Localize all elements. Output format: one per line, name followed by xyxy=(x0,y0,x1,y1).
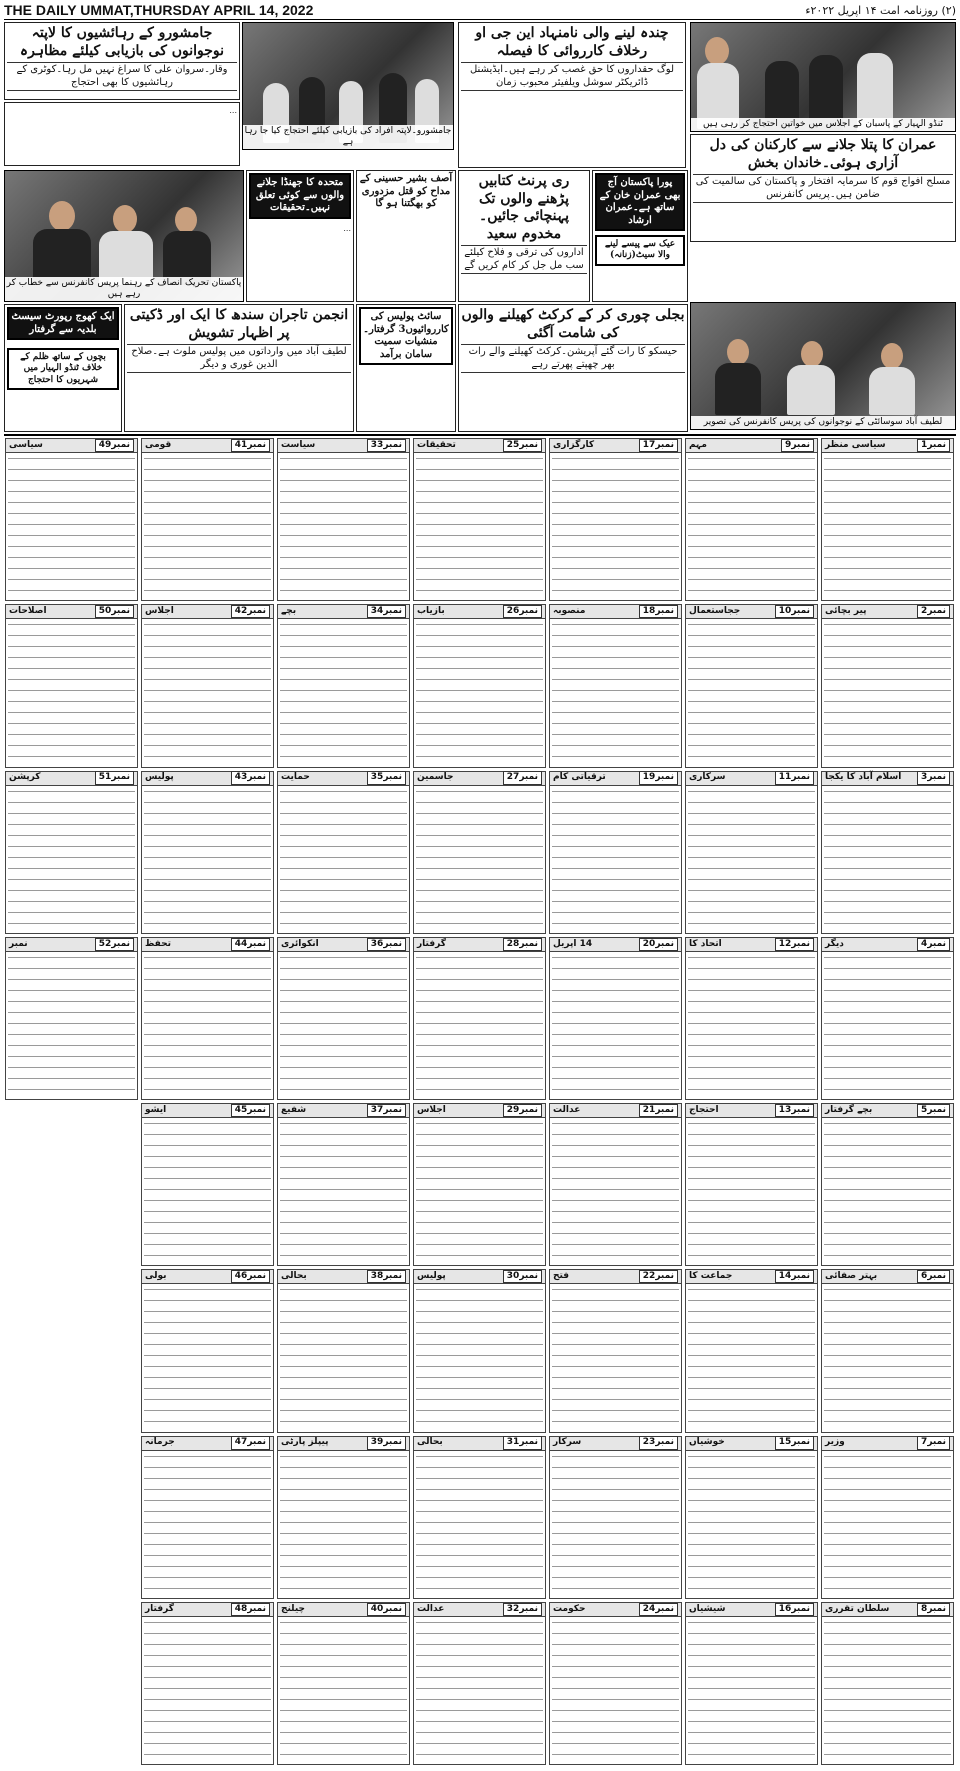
brief-title: شیشیاں xyxy=(689,1603,726,1614)
news-brief xyxy=(549,1436,682,1599)
brief-title: ترقیاتی کام xyxy=(553,772,606,783)
brief-number: نمبر17 xyxy=(639,439,678,452)
brief-title: سیاسی xyxy=(9,439,43,450)
brief-number: نمبر13 xyxy=(775,1104,814,1117)
subheadline: لوگ حقداروں کا حق غصب کر رہے ہیں۔ایڈیشنل ڈائریکٹر سوشل ویلفیئر محبوب زمان xyxy=(461,62,683,91)
brief-title: ججاستعمال xyxy=(689,606,741,617)
story-minors xyxy=(4,304,122,432)
brief-number: نمبر10 xyxy=(775,605,814,618)
brief-title: نمبر xyxy=(9,938,28,949)
brief-title: سرکار xyxy=(553,1437,582,1448)
headline: سائٹ پولیس کی کارروائیوں3 گرفتار۔منشیات سمیت سامان برآمد xyxy=(359,307,453,365)
news-brief xyxy=(5,438,138,601)
news-brief xyxy=(141,937,274,1100)
news-brief xyxy=(821,1436,954,1599)
brief-body xyxy=(824,454,951,598)
photo-caption: ٹنڈو الہیار کے پاسبان کے اجلاس میں خواتین احتجاج کر رہی ہیں xyxy=(691,118,955,131)
brief-title: جرمانہ xyxy=(145,1437,175,1448)
news-brief xyxy=(141,1602,274,1765)
story-jamshoro-text: ... xyxy=(4,102,240,166)
news-brief xyxy=(685,937,818,1100)
news-brief xyxy=(413,771,546,934)
brief-body xyxy=(144,1452,271,1596)
brief-number: نمبر36 xyxy=(367,938,406,951)
brief-body xyxy=(144,1119,271,1263)
brief-number: نمبر49 xyxy=(95,439,134,452)
brief-title: دیگر xyxy=(825,938,844,949)
subheadline: اداروں کی ترقی و فلاح کیلئے سب مل جل کر کام کریں گے xyxy=(461,245,587,274)
brief-body xyxy=(824,1618,951,1762)
brief-body xyxy=(416,1119,543,1263)
subheadline: مسلح افواج قوم کا سرمایہ افتخار و پاکستان کی سالمیت کی ضامن ہیں۔پریس کانفرنس xyxy=(693,174,953,203)
story-electricity xyxy=(458,304,688,432)
story-makhdoom xyxy=(458,170,590,302)
brief-body xyxy=(416,953,543,1097)
brief-body xyxy=(688,787,815,931)
brief-title: اتحاد کا xyxy=(689,938,722,949)
headline: پورا پاکستان آج بھی عمران خان کے ساتھ ہے۔عمران ارشاد xyxy=(595,173,685,231)
news-brief xyxy=(141,1103,274,1266)
brief-title: سرکاری xyxy=(689,772,726,783)
brief-number: نمبر4 xyxy=(917,938,950,951)
brief-title: اجلاس xyxy=(145,606,174,617)
brief-number: نمبر32 xyxy=(503,1603,542,1616)
brief-body xyxy=(824,1285,951,1429)
brief-body xyxy=(688,454,815,598)
brief-title: خوشیاں xyxy=(689,1437,725,1448)
brief-number: نمبر21 xyxy=(639,1104,678,1117)
story-jamshoro-protest xyxy=(4,22,240,100)
headline-2: عیک سے پیسے لینے والا سیٹ(زنانہ) xyxy=(595,235,685,266)
brief-body xyxy=(416,1618,543,1762)
brief-body xyxy=(688,1452,815,1596)
brief-number: نمبر52 xyxy=(95,938,134,951)
brief-title: بہتر صفائی xyxy=(825,1271,878,1282)
news-brief xyxy=(141,1436,274,1599)
brief-title: پیر بچائی xyxy=(825,606,867,617)
headline: چندہ لینے والی نامنہاد این جی او رخلاف کارروائی کا فیصلہ xyxy=(475,25,669,59)
brief-number: نمبر2 xyxy=(917,605,950,618)
masthead-english: THE DAILY UMMAT,THURSDAY APRIL 14, 2022 xyxy=(4,1,314,18)
brief-number: نمبر50 xyxy=(95,605,134,618)
news-brief xyxy=(821,1602,954,1765)
brief-body xyxy=(8,787,135,931)
brief-number: نمبر45 xyxy=(231,1104,270,1117)
brief-body xyxy=(552,953,679,1097)
brief-body xyxy=(416,620,543,764)
brief-number: نمبر9 xyxy=(781,439,814,452)
brief-title: بحالی xyxy=(281,1271,307,1282)
brief-number: نمبر22 xyxy=(639,1270,678,1283)
news-brief xyxy=(413,604,546,767)
brief-number: نمبر19 xyxy=(639,771,678,784)
news-brief xyxy=(277,771,410,934)
brief-body xyxy=(280,620,407,764)
brief-number: نمبر48 xyxy=(231,1603,270,1616)
news-brief xyxy=(413,1103,546,1266)
news-brief xyxy=(549,438,682,601)
subheadline: حیسکو کا رات گئے آپریشن۔کرکٹ کھیلنے والے رات بھر چھپتے پھرتے رہے xyxy=(461,344,685,373)
brief-title: سیاست xyxy=(281,439,316,450)
brief-number: نمبر37 xyxy=(367,1104,406,1117)
brief-body xyxy=(280,1285,407,1429)
brief-title: پیپلز پارٹی xyxy=(281,1437,329,1448)
brief-body xyxy=(688,953,815,1097)
brief-number: نمبر38 xyxy=(367,1270,406,1283)
brief-title: بچے xyxy=(281,606,297,617)
brief-body xyxy=(552,1452,679,1596)
photo-caption: پاکستان تحریک انصاف کے رہنما پریس کانفرنس سے خطاب کر رہے ہیں xyxy=(5,277,243,302)
brief-title: سیاسی منظر xyxy=(825,439,886,450)
brief-title: پولیس xyxy=(417,1271,446,1282)
brief-number: نمبر47 xyxy=(231,1436,270,1449)
brief-number: نمبر11 xyxy=(775,771,814,784)
brief-body xyxy=(280,1119,407,1263)
brief-title: بولی xyxy=(145,1271,167,1282)
news-brief xyxy=(685,1436,818,1599)
news-brief xyxy=(685,1103,818,1266)
brief-title: بحالی xyxy=(417,1437,443,1448)
brief-title: بازیاب xyxy=(417,606,445,617)
brief-number: نمبر28 xyxy=(503,938,542,951)
masthead xyxy=(4,2,956,20)
brief-body xyxy=(144,787,271,931)
brief-body xyxy=(280,454,407,598)
news-brief xyxy=(141,771,274,934)
headline: متحدہ کا جھنڈا جلانے والوں سے کوئی تعلق نہیں۔تحقیقات xyxy=(249,173,351,219)
news-brief xyxy=(413,1269,546,1432)
news-brief xyxy=(5,604,138,767)
brief-number: نمبر34 xyxy=(367,605,406,618)
brief-number: نمبر3 xyxy=(917,771,950,784)
brief-title: گرفتار xyxy=(145,1603,174,1614)
brief-title: پولیس xyxy=(145,772,174,783)
brief-number: نمبر16 xyxy=(775,1603,814,1616)
brief-title: جماعت کا xyxy=(689,1271,733,1282)
news-brief xyxy=(549,1103,682,1266)
headline: عمران کا پتلا جلانے سے کارکنان کی دل آزاری ہوئی۔خاندان بخش xyxy=(709,137,937,171)
story-imran-effigy xyxy=(690,134,956,242)
brief-body xyxy=(144,953,271,1097)
brief-number: نمبر1 xyxy=(917,439,950,452)
brief-title: جاسمین xyxy=(417,772,454,783)
headline: جامشورو کے رہائشیوں کا لاپتہ نوجوانوں کی بازیابی کیلئے مظاہرہ xyxy=(19,25,225,59)
brief-number: نمبر46 xyxy=(231,1270,270,1283)
brief-number: نمبر7 xyxy=(917,1436,950,1449)
brief-number: نمبر23 xyxy=(639,1436,678,1449)
brief-number: نمبر5 xyxy=(917,1104,950,1117)
brief-number: نمبر30 xyxy=(503,1270,542,1283)
news-brief xyxy=(413,937,546,1100)
subheadline: وقار۔سروان علی کا سراغ نہیں مل رہا۔کوٹری کے رہائشیوں کا بھی احتجاج xyxy=(7,62,237,91)
brief-title: سلطان تقرری xyxy=(825,1603,890,1614)
brief-title: 14 اپریل xyxy=(553,938,593,949)
brief-body xyxy=(416,1285,543,1429)
brief-title: بچے گرفتار xyxy=(825,1104,873,1115)
brief-body xyxy=(416,787,543,931)
story-ngo-action xyxy=(458,22,686,168)
news-brief xyxy=(821,1103,954,1266)
news-brief xyxy=(821,937,954,1100)
masthead-urdu: (۲) روزنامہ امت ۱۴ اپریل ۲۰۲۲ء xyxy=(805,3,956,17)
news-brief xyxy=(141,604,274,767)
brief-title: حمایت xyxy=(281,772,310,783)
news-brief xyxy=(141,438,274,601)
brief-body xyxy=(144,1285,271,1429)
news-brief xyxy=(277,1436,410,1599)
brief-number: نمبر51 xyxy=(95,771,134,784)
headline: ایک کھوج رپورٹ سیسٹ بلدیہ سے گرفتار xyxy=(7,307,119,340)
news-brief xyxy=(821,604,954,767)
subheadline: لطیف آباد میں وارداتوں میں پولیس ملوث ہے۔صلاح الدین غوری و دیگر xyxy=(127,344,351,373)
news-brief xyxy=(413,438,546,601)
brief-title: تحقیقات xyxy=(417,439,456,450)
brief-title: حکومت xyxy=(553,1603,586,1614)
brief-number: نمبر15 xyxy=(775,1436,814,1449)
news-brief xyxy=(685,604,818,767)
brief-title: فتح xyxy=(553,1271,570,1282)
headline: انجمن تاجران سندھ کا ایک اور ڈکیتی پر اظہار تشویش xyxy=(129,307,349,341)
photo-caption: لطیف آباد سوسائٹی کے نوجوانوں کی پریس کانفرنس کی تصویر xyxy=(691,416,955,429)
brief-title: عدالت xyxy=(553,1104,581,1115)
brief-body xyxy=(8,953,135,1097)
brief-number: نمبر27 xyxy=(503,771,542,784)
news-brief xyxy=(821,438,954,601)
pti-presser-photo xyxy=(4,170,244,302)
news-brief xyxy=(5,937,138,1100)
brief-number: نمبر29 xyxy=(503,1104,542,1117)
news-brief xyxy=(549,1602,682,1765)
brief-title: مہم xyxy=(689,439,707,450)
brief-body xyxy=(552,1285,679,1429)
brief-title: اصلاحات xyxy=(9,606,47,617)
brief-body xyxy=(552,787,679,931)
brief-body xyxy=(688,1119,815,1263)
brief-body xyxy=(688,620,815,764)
news-brief xyxy=(413,1436,546,1599)
brief-number: نمبر14 xyxy=(775,1270,814,1283)
brief-number: نمبر6 xyxy=(917,1270,950,1283)
brief-number: نمبر24 xyxy=(639,1603,678,1616)
brief-title: کرپشن xyxy=(9,772,41,783)
brief-title: منصوبہ xyxy=(553,606,586,617)
presser-photo xyxy=(690,302,956,430)
brief-number: نمبر20 xyxy=(639,938,678,951)
news-brief xyxy=(549,937,682,1100)
brief-number: نمبر8 xyxy=(917,1603,950,1616)
news-brief xyxy=(277,604,410,767)
news-brief xyxy=(277,1269,410,1432)
story-site-police xyxy=(356,304,456,432)
news-brief xyxy=(277,1602,410,1765)
section-divider xyxy=(4,434,956,436)
story-traders xyxy=(124,304,354,432)
news-brief xyxy=(549,1269,682,1432)
news-brief xyxy=(821,1269,954,1432)
brief-body xyxy=(552,620,679,764)
headline: بجلی چوری کر کے کرکٹ کھیلنے والوں کی شامت آگئی xyxy=(461,307,685,341)
news-brief xyxy=(5,771,138,934)
brief-title: چیلنج xyxy=(281,1603,305,1614)
brief-body xyxy=(824,620,951,764)
news-brief xyxy=(277,937,410,1100)
brief-body xyxy=(8,620,135,764)
brief-number: نمبر25 xyxy=(503,439,542,452)
brief-title: گرفتار xyxy=(417,938,446,949)
news-brief xyxy=(549,604,682,767)
news-brief xyxy=(277,1103,410,1266)
brief-body xyxy=(688,1285,815,1429)
brief-body xyxy=(280,1618,407,1762)
brief-body xyxy=(688,1618,815,1762)
brief-body xyxy=(144,454,271,598)
brief-number: نمبر26 xyxy=(503,605,542,618)
photo-caption: جامشورو۔لاپتہ افراد کی بازیابی کیلئے احتجاج کیا جا رہا ہے xyxy=(243,125,453,150)
story-mutahida: متحدہ کا جھنڈا جلانے والوں سے کوئی تعلق نہیں۔تحقیقات ... xyxy=(246,170,354,302)
story-imran-today xyxy=(592,170,688,302)
news-brief xyxy=(413,1602,546,1765)
brief-body xyxy=(280,787,407,931)
news-brief xyxy=(685,1602,818,1765)
brief-body xyxy=(552,1618,679,1762)
brief-body xyxy=(552,454,679,598)
news-brief xyxy=(141,1269,274,1432)
news-brief xyxy=(821,771,954,934)
brief-body xyxy=(8,454,135,598)
brief-title: اجلاس xyxy=(417,1104,446,1115)
brief-number: نمبر43 xyxy=(231,771,270,784)
headline: ری پرنٹ کتابیں پڑھنے والوں تک پہنچائی جائیں۔مخدوم سعید xyxy=(478,173,570,242)
brief-title: عدالت xyxy=(417,1603,445,1614)
brief-title: احتجاج xyxy=(689,1104,719,1115)
brief-number: نمبر18 xyxy=(639,605,678,618)
news-brief xyxy=(685,771,818,934)
brief-number: نمبر12 xyxy=(775,938,814,951)
brief-title: تحفظ xyxy=(145,938,171,949)
news-brief xyxy=(685,1269,818,1432)
protest-photo xyxy=(242,22,454,150)
brief-body xyxy=(416,1452,543,1596)
story-asad xyxy=(356,170,456,302)
childrens-box: بچوں کے ساتھ ظلم کے خلاف ٹنڈو الہیار میں شہریوں کا احتجاج xyxy=(7,348,119,390)
brief-body xyxy=(824,1119,951,1263)
brief-body xyxy=(552,1119,679,1263)
brief-title: وزیر xyxy=(825,1437,845,1448)
brief-title: کارگزاری xyxy=(553,439,595,450)
brief-body xyxy=(280,953,407,1097)
news-brief xyxy=(549,771,682,934)
brief-title: انکوائری xyxy=(281,938,319,949)
brief-title: شفیع xyxy=(281,1104,307,1115)
news-brief xyxy=(277,438,410,601)
brief-number: نمبر41 xyxy=(231,439,270,452)
brief-number: نمبر44 xyxy=(231,938,270,951)
brief-body xyxy=(824,1452,951,1596)
brief-number: نمبر35 xyxy=(367,771,406,784)
brief-body xyxy=(824,787,951,931)
brief-body xyxy=(144,1618,271,1762)
brief-number: نمبر31 xyxy=(503,1436,542,1449)
news-brief xyxy=(685,438,818,601)
brief-body xyxy=(416,454,543,598)
brief-title: اسلام آباد کا یکجا xyxy=(825,772,902,783)
brief-title: ایشو xyxy=(145,1104,167,1115)
brief-body xyxy=(144,620,271,764)
headline: آصف بشیر حسینی کے مداح کو قتل مزدوری کو بھگتنا ہو گا xyxy=(359,173,453,209)
brief-number: نمبر39 xyxy=(367,1436,406,1449)
women-protest-photo xyxy=(690,22,956,132)
brief-body xyxy=(824,953,951,1097)
brief-body xyxy=(280,1452,407,1596)
brief-number: نمبر33 xyxy=(367,439,406,452)
brief-title: قومی xyxy=(145,439,172,450)
brief-number: نمبر42 xyxy=(231,605,270,618)
brief-number: نمبر40 xyxy=(367,1603,406,1616)
